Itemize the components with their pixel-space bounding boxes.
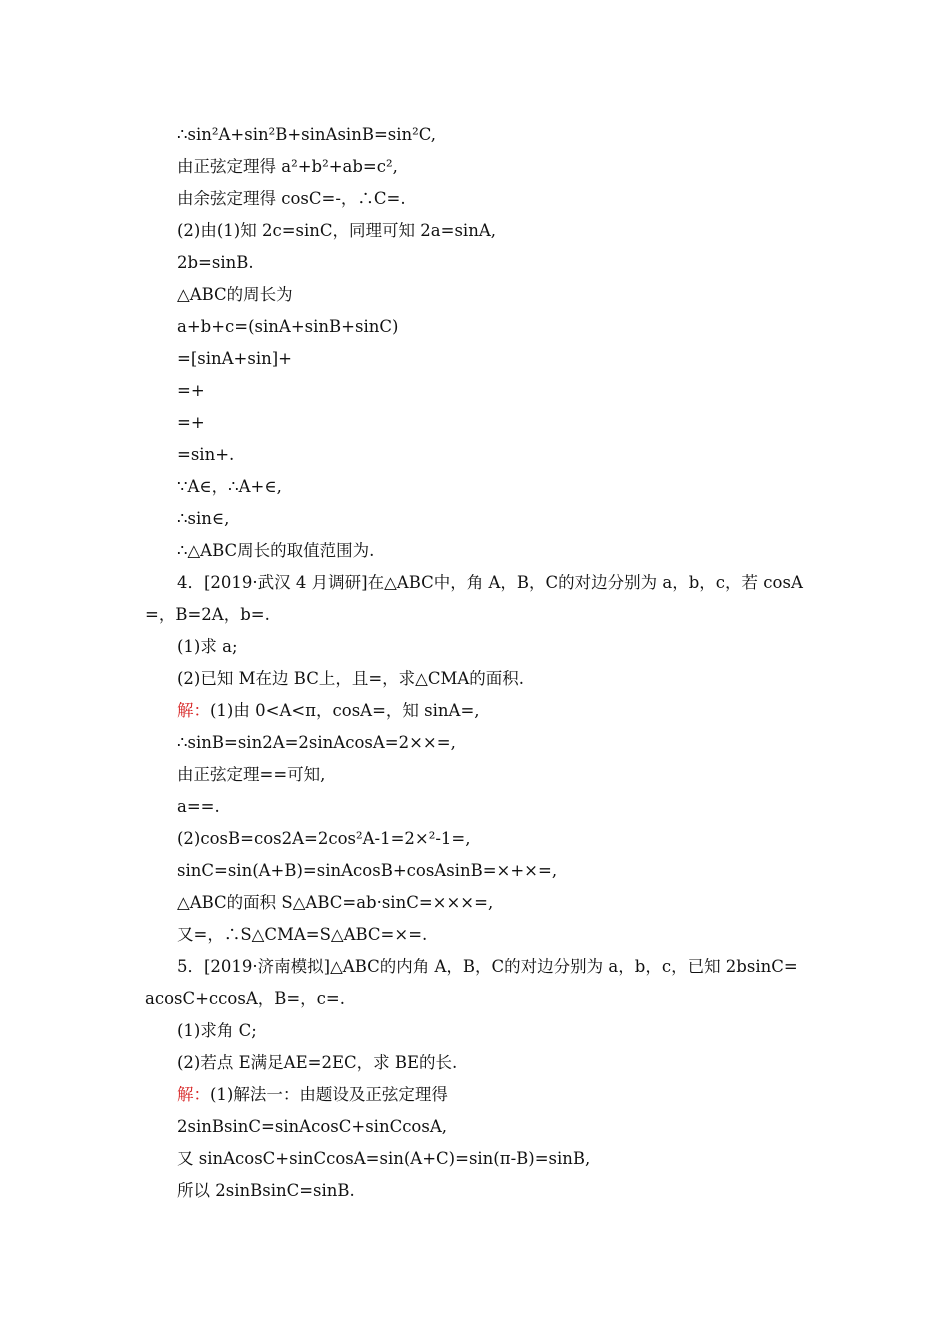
text-line: ∴sinB=sin2A=2sinAcosA=2××=,	[177, 733, 456, 752]
text-line: 由正弦定理==可知,	[177, 765, 326, 784]
text-line: a+b+c=(sinA+sinB+sinC)	[177, 317, 399, 336]
text-line: 所以 2sinBsinC=sinB.	[177, 1181, 355, 1200]
text-line: 由余弦定理得 cosC=-，∴C=.	[177, 189, 406, 208]
text-line: △ABC的面积 S△ABC=ab·sinC=×××=,	[177, 893, 494, 912]
text-line: ∴sin∈,	[177, 509, 230, 528]
problem-5-condition: acosC+ccosA，B=，c=.	[145, 989, 345, 1008]
text-line: ∴△ABC周长的取值范围为.	[177, 541, 375, 560]
problem-4-part1: (1)求 a;	[177, 637, 238, 656]
text-line: 2sinBsinC=sinAcosC+sinCcosA,	[177, 1117, 447, 1136]
problem-5-solution-start	[177, 1079, 448, 1111]
solution-label: 解：	[177, 701, 210, 720]
text-line: (1)由 0<A<π，cosA=，知 sinA=,	[210, 701, 480, 720]
problem-5-part1: (1)求角 C;	[177, 1021, 257, 1040]
text-line: =+	[177, 381, 205, 400]
problem-5-header: 5．[2019·济南模拟]△ABC的内角 A，B，C的对边分别为 a，b，c，已知 2bsinC=	[177, 957, 798, 976]
problem-4-condition: =，B=2A，b=.	[145, 605, 270, 624]
text-line: 由正弦定理得 a²+b²+ab=c²,	[177, 157, 398, 176]
text-line: =+	[177, 413, 205, 432]
text-line: ∴sin²A+sin²B+sinAsinB=sin²C,	[177, 125, 437, 144]
text-line: =[sinA+sin]+	[177, 349, 293, 368]
problem-5-part2: (2)若点 E满足AE=2EC，求 BE的长.	[177, 1053, 458, 1072]
text-line: (1)解法一：由题设及正弦定理得	[210, 1085, 448, 1104]
problem-4-header: 4．[2019·武汉 4 月调研]在△ABC中，角 A，B，C的对边分别为 a，b，c，若 cosA	[177, 573, 803, 592]
text-line: ∵A∈，∴A+∈,	[177, 477, 282, 496]
text-line: 2b=sinB.	[177, 253, 254, 272]
problem-4-part2: (2)已知 M在边 BC上，且=，求△CMA的面积.	[177, 669, 525, 688]
solution-label: 解：	[177, 1085, 210, 1104]
problem-4-solution-start	[177, 695, 480, 727]
text-line: △ABC的周长为	[177, 285, 293, 304]
text-line: (2)由(1)知 2c=sinC，同理可知 2a=sinA,	[177, 221, 496, 240]
text-line: 又 sinAcosC+sinCcosA=sin(A+C)=sin(π-B)=sinB,	[177, 1149, 591, 1168]
text-line: sinC=sin(A+B)=sinAcosB+cosAsinB=×+×=,	[177, 861, 558, 880]
text-line: (2)cosB=cos2A=2cos²A-1=2×²-1=,	[177, 829, 471, 848]
text-line: 又=，∴S△CMA=S△ABC=×=.	[177, 925, 428, 944]
text-line: =sin+.	[177, 445, 235, 464]
text-line: a==.	[177, 797, 220, 816]
